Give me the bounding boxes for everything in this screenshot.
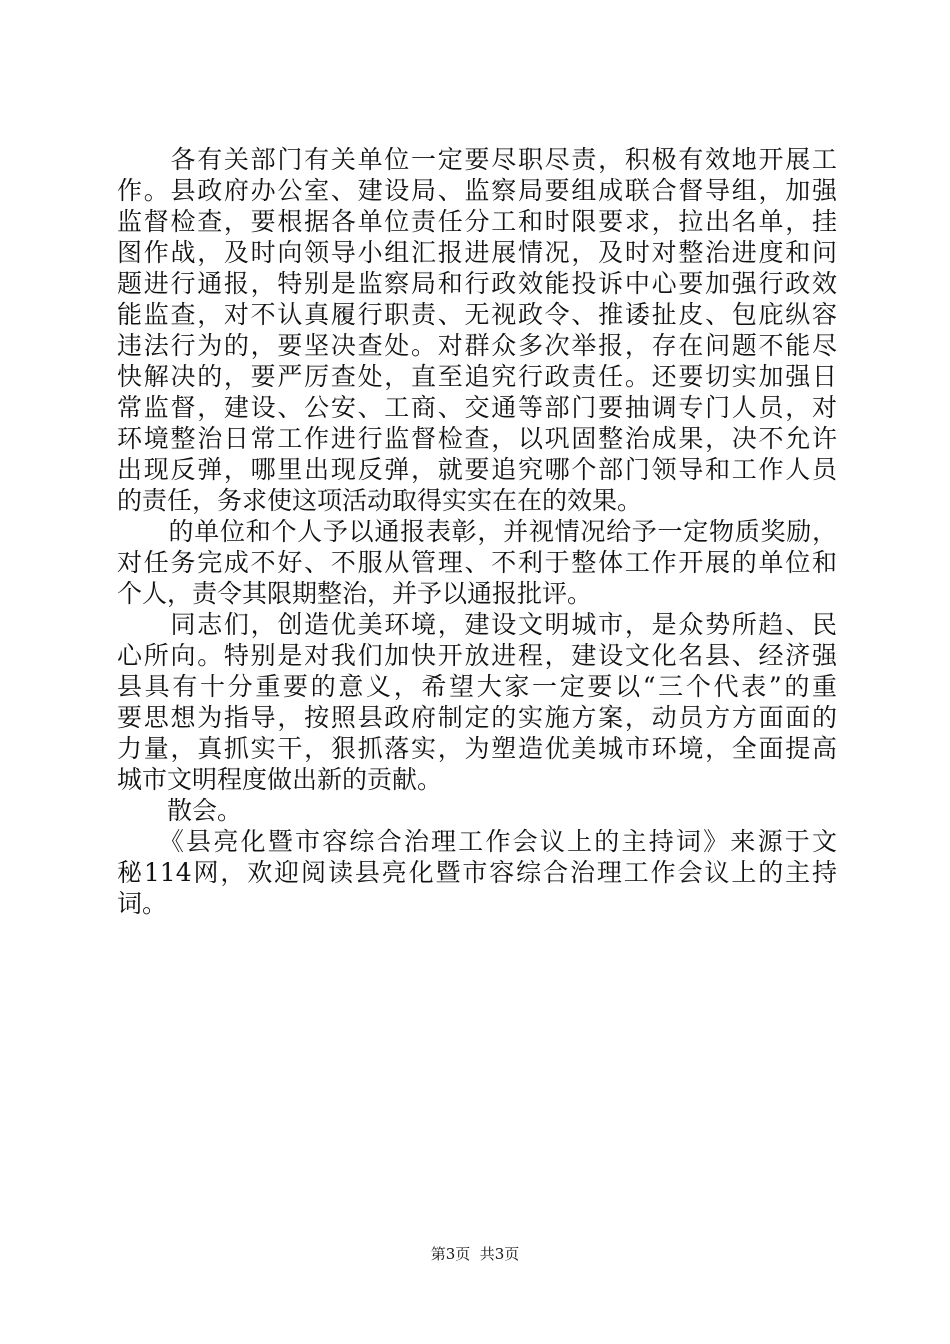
paragraph-closing-remarks <box>117 609 837 795</box>
text-line: 对任务完成不好、不服从管理、不利于整体工作开展的单位和 <box>117 548 837 577</box>
text-line: 常监督，建设、公安、工商、交通等部门要抽调专门人员，对 <box>117 393 837 422</box>
text-line: 力量，真抓实干，狠抓落实，为塑造优美城市环境，全面提高 <box>117 734 837 763</box>
paragraph-source-note <box>117 826 837 919</box>
document-body <box>117 144 837 919</box>
page-footer <box>0 1244 950 1264</box>
text-line: 作。县政府办公室、建设局、监察局要组成联合督导组，加强 <box>117 176 837 205</box>
text-line: 环境整治日常工作进行监督检查，以巩固整治成果，决不允许 <box>117 424 837 453</box>
text-line: 《县亮化暨市容综合治理工作会议上的主持词》来源于文 <box>117 827 837 856</box>
text-line: 出现反弹，哪里出现反弹，就要追究哪个部门领导和工作人员 <box>117 455 837 484</box>
text-line: 的责任，务求使这项活动取得实实在在的效果。 <box>117 486 643 515</box>
text-line: 的单位和个人予以通报表彰，并视情况给予一定物质奖励， <box>117 517 837 546</box>
text-line: 词。 <box>117 889 168 918</box>
text-line: 秘114网，欢迎阅读县亮化暨市容综合治理工作会议上的主持 <box>117 858 837 887</box>
paragraph-adjourn <box>117 795 837 826</box>
text-line: 县具有十分重要的意义，希望大家一定要以“三个代表”的重 <box>117 672 837 701</box>
text-line: 题进行通报，特别是监察局和行政效能投诉中心要加强行政效 <box>117 269 837 298</box>
paragraph-supervision <box>117 144 837 516</box>
text-line: 散会。 <box>117 796 243 825</box>
text-line: 图作战，及时向领导小组汇报进展情况，及时对整治进度和问 <box>117 238 837 267</box>
text-line: 各有关部门有关单位一定要尽职尽责，积极有效地开展工 <box>117 145 837 174</box>
text-line: 要思想为指导，按照县政府制定的实施方案，动员方方面面的 <box>117 703 837 732</box>
paragraph-commendation <box>117 516 837 609</box>
page-number-label: 第3页 共3页 <box>430 1245 520 1263</box>
text-line: 快解决的，要严厉查处，直至追究行政责任。还要切实加强日 <box>117 362 837 391</box>
text-line: 违法行为的，要坚决查处。对群众多次举报，存在问题不能尽 <box>117 331 837 360</box>
text-line: 心所向。特别是对我们加快开放进程，建设文化名县、经济强 <box>117 641 837 670</box>
text-line: 监督检查，要根据各单位责任分工和时限要求，拉出名单，挂 <box>117 207 837 236</box>
text-line: 个人，责令其限期整治，并予以通报批评。 <box>117 579 593 608</box>
text-line: 能监查，对不认真履行职责、无视政令、推诿扯皮、包庇纵容 <box>117 300 837 329</box>
text-line: 同志们，创造优美环境，建设文明城市，是众势所趋、民 <box>117 610 837 639</box>
text-line: 城市文明程度做出新的贡献。 <box>117 765 443 794</box>
